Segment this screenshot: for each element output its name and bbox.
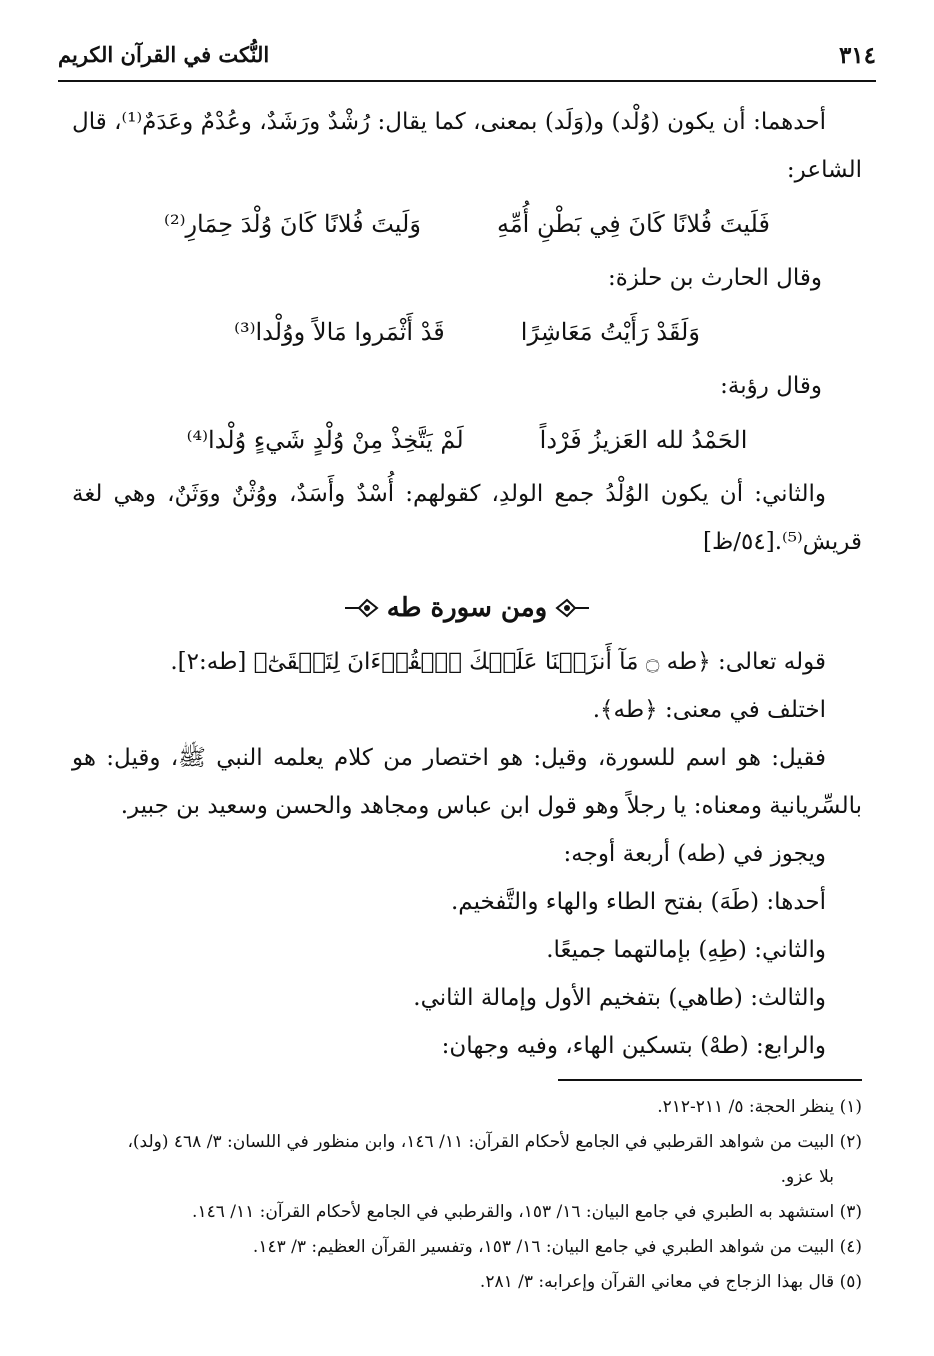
verse-2-second-hemistich: قَدْ أَثْمَروا مَالاً ووُلْدا⁽³⁾	[234, 318, 445, 346]
footnote-divider	[558, 1079, 862, 1081]
page-number: ٣١٤	[838, 42, 876, 69]
poetry-verse-2	[108, 302, 826, 362]
poetry-verse-1	[108, 194, 826, 254]
running-title: النُّكت في القرآن الكريم	[58, 42, 270, 67]
list-item: أحدها: (طَهَ) بفتح الطاء والهاء والتَّفخيم.	[450, 889, 826, 915]
verse-2-first-hemistich: وَلَقَدْ رَأَيْتُ مَعَاشِرًا	[520, 318, 700, 346]
quran-verse-intro: قوله تعالى: ﴿طه ۝ مَآ أَنزَلۡنَا عَلَيۡكَ ٱلۡقُرۡءَانَ لِتَشۡقَىٰٓ﴾ [طه:٢].	[170, 649, 826, 675]
surah-heading-text: ومن سورة طه	[386, 593, 548, 623]
paragraph-taha-meaning: فقيل: هو اسم للسورة، وقيل: هو اختصار من كلام يعلمه النبي ﷺ، وقيل: هو بالسِّريانية ومعناه: يا رجلاً وهو قول ابن عباس ومجاهد والحسن وسعيد بن جبير.	[72, 745, 862, 819]
paragraph-first-meaning: أحدهما: أن يكون (وُلْد) و(وَلَد) بمعنى، كما يقال: رُشْدٌ ورَشَدٌ، وعُدْمٌ وعَدَمٌ⁽¹⁾، قال الشاعر:	[72, 109, 862, 183]
list-item: والثاني: (طِهِ) بإمالتهما جميعًا.	[546, 937, 826, 963]
verse-1-first-hemistich: فَلَيتَ فُلانًا كَانَ فِي بَطْنِ أُمِّهِ	[496, 210, 770, 238]
poet-intro-harith: وقال الحارث بن حلزة:	[608, 265, 822, 291]
poet-intro-ruba: وقال رؤبة:	[720, 373, 822, 399]
verse-3-first-hemistich: الحَمْدُ لله العَزيزُ فَرْداً	[539, 426, 748, 454]
verse-3-second-hemistich: لَمْ يَتَّخِذْ مِنْ وُلْدٍ شَيءٍ وُلْدا⁽⁴⁾	[186, 426, 464, 454]
footnote-2-continuation: بلا عزو.	[780, 1167, 834, 1187]
list-item: والثالث: (طاهي) بتفخيم الأول وإمالة الثاني.	[413, 985, 826, 1011]
ornament-left-icon	[343, 597, 379, 619]
footnote-3: (٣) استشهد به الطبري في جامع البيان: ١٦/ ١٥٣، والقرطبي في الجامع لأحكام القرآن: ١١/ ١٤٦.	[192, 1202, 862, 1222]
poetry-verse-3	[108, 410, 826, 470]
verse-1-second-hemistich: وَلَيتَ فُلانًا كَانَ وُلْدَ حِمَارِ⁽²⁾	[164, 210, 421, 238]
list-item: والرابع: (طهْ) بتسكين الهاء، وفيه وجهان:	[441, 1033, 826, 1059]
footnote-5: (٥) قال بهذا الزجاج في معاني القرآن وإعرابه: ٣/ ٢٨١.	[479, 1272, 862, 1292]
footnotes	[72, 1090, 862, 1300]
surah-heading	[72, 584, 862, 632]
footnote-4: (٤) البيت من شواهد الطبري في جامع البيان: ١٦/ ١٥٣، وتفسير القرآن العظيم: ٣/ ١٤٣.	[252, 1237, 862, 1257]
main-text	[72, 98, 862, 1070]
ornament-right-icon	[555, 597, 591, 619]
ikhtilaf-line: اختلف في معنى: ﴿طه﴾.	[592, 697, 826, 723]
footnote-2: (٢) البيت من شواهد القرطبي في الجامع لأحكام القرآن: ١١/ ١٤٦، وابن منظور في اللسان: ٣/ ٤٦٨ (ولد)،	[127, 1132, 862, 1152]
list-item: ويجوز في (طه) أربعة أوجه:	[563, 841, 826, 867]
footnote-1: (١) ينظر الحجة: ٥/ ٢١١-٢١٢.	[657, 1097, 862, 1117]
page-header	[58, 38, 876, 82]
paragraph-second-meaning: والثاني: أن يكون الوُلْدُ جمع الولدِ، كقولهم: أُسْدٌ وأَسَدٌ، ووُثْنٌ ووَثَنٌ، وهي لغة قريش⁽⁵⁾.[٥٤/ظ]	[72, 481, 862, 555]
